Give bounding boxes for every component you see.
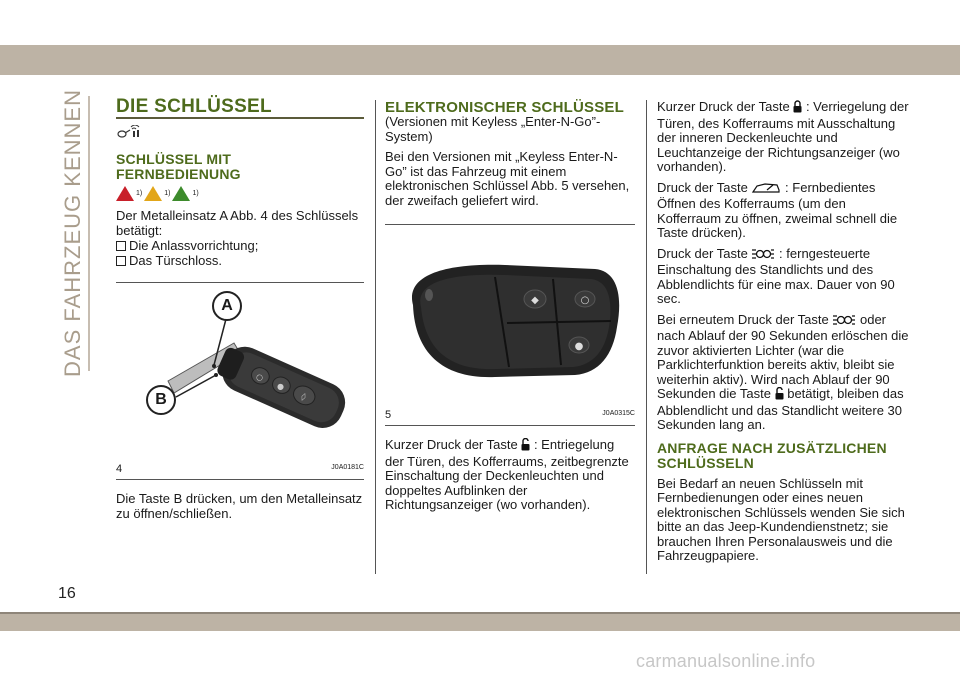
svg-text:●: ● — [275, 381, 286, 393]
top-band — [0, 45, 960, 75]
warning-yellow-icon — [144, 186, 162, 201]
lock-icon — [793, 100, 802, 117]
lights-icon — [751, 248, 775, 264]
callout-a: A — [212, 291, 242, 321]
figure-4 — [116, 282, 364, 480]
svg-text:○: ○ — [580, 295, 590, 306]
sidebar-rule — [88, 96, 90, 371]
trunk-car-icon — [751, 182, 781, 198]
list-item: Die Anlassvorrichtung; — [116, 239, 364, 254]
column-1 — [116, 96, 364, 527]
key-wifi-icon — [116, 125, 364, 143]
svg-text:○: ○ — [254, 371, 265, 383]
paragraph: Die Taste B drücken, um den Metalleinsatz zu öffnen/schließen. — [116, 491, 363, 521]
svg-text:◊: ◊ — [299, 391, 308, 402]
section-heading: DIE SCHLÜSSEL — [116, 96, 272, 117]
paragraph: Kurzer Druck der Taste : Verriegelung der Türen, des Kofferraums mit Ausschaltung der inneren Deckenleuchte und Leuchtanzeige der Richtungsanzeiger (wo vorhanden). — [657, 99, 909, 174]
column-divider — [646, 100, 647, 574]
chapter-title: DAS FAHRZEUG KENNEN — [60, 88, 85, 377]
warning-red-icon — [116, 186, 134, 201]
section-heading: ANFRAGE NACH ZUSÄTZLICHEN SCHLÜSSELN — [657, 439, 887, 471]
figure-5 — [385, 224, 635, 426]
warning-green-icon — [172, 186, 190, 201]
bottom-rule — [0, 612, 960, 614]
bottom-band — [0, 612, 960, 631]
figure-number: 4 — [116, 462, 123, 475]
svg-text:●: ● — [574, 341, 584, 352]
page-number: 16 — [58, 585, 76, 602]
unlock-icon — [775, 387, 784, 404]
subheading: SCHLÜSSEL MIT FERNBEDIENUNG — [116, 151, 241, 182]
figure-code: J0A0181C — [331, 463, 364, 471]
key-fob-illustration — [116, 289, 364, 459]
figure-number: 5 — [385, 408, 392, 421]
paragraph: Druck der Taste : Fernbedientes Öffnen des Kofferraums (um den Kofferraum zu öffnen, zweimal schnell die Taste drücken). — [657, 179, 898, 240]
paragraph: Kurzer Druck der Taste : Entriegelung der Türen, des Kofferraums, zeitbegrenzte Einschaltung der Deckenleuchten und doppeltes Aufblinken der Richtungsanzeiger (wo vorhanden). — [385, 437, 629, 512]
figure-code: J0A0315C — [602, 409, 635, 417]
column-3 — [657, 100, 909, 570]
lights-icon — [832, 314, 856, 330]
warning-notes: 1) 1) 1) — [116, 186, 364, 201]
unlock-icon — [521, 438, 530, 455]
list-item: Das Türschloss. — [116, 254, 364, 269]
column-2 — [385, 100, 635, 519]
svg-text:◆: ◆ — [531, 295, 539, 306]
column-divider — [375, 100, 376, 574]
paragraph: Bei Bedarf an neuen Schlüsseln mit Fernbedienungen oder eines neuen elektronischen Schlüssels wenden Sie sich bitte an das Jeep-Kundendienstnetz; sie brauchen Ihren Personalausweis und die Fahrzeugpapiere. — [657, 475, 905, 563]
section-heading: ELEKTRONISCHER SCHLÜSSEL — [385, 99, 624, 116]
chapter-sidebar — [58, 88, 88, 377]
paragraph: Bei den Versionen mit „Keyless Enter-N-Go” ist das Fahrzeug mit einem elektronischen Schlüssel Abb. 5 versehen, der zweifach geliefert wird. — [385, 149, 630, 208]
watermark: carmanualsonline.info — [636, 651, 816, 671]
paragraph: Bei erneutem Druck der Taste oder nach Ablauf der 90 Sekunden erlöschen die zuvor aktivierten Lichter (war die Parklichterfunktion bereits aktiv, bleibt sie weiterhin aktiv). Wird nach Ablauf der 90 Sekunden die Taste betätigt, bleiben das Abblendlicht und das Standlicht weitere 30 Sekunden lang an. — [657, 311, 909, 432]
electronic-key-illustration — [385, 235, 635, 405]
paragraph: Der Metalleinsatz A Abb. 4 des Schlüssels betätigt: — [116, 208, 359, 238]
callout-b: B — [146, 385, 176, 415]
paragraph: Druck der Taste : ferngesteuerte Einschaltung des Standlichts und des Abblendlichts für eine max. Dauer von 90 sec. — [657, 245, 895, 306]
paragraph: (Versionen mit Keyless „Enter-N-Go”-System) — [385, 114, 601, 144]
